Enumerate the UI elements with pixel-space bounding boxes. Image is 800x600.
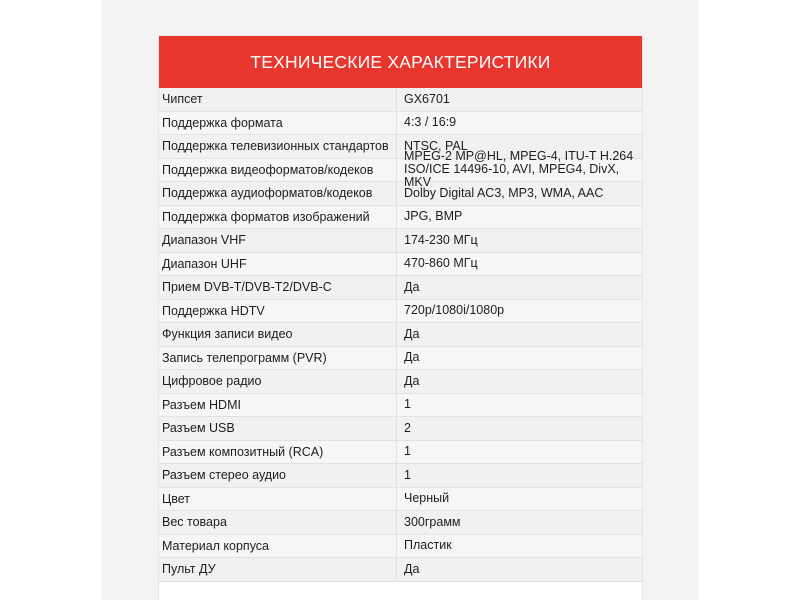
spec-row (159, 229, 642, 253)
spec-row (159, 300, 642, 324)
spec-value: JPG, BMP (404, 209, 463, 224)
spec-row (159, 558, 642, 582)
spec-row (159, 535, 642, 559)
spec-label: Поддержка формата (159, 112, 397, 135)
spec-row (159, 441, 642, 465)
spec-label: Поддержка видеоформатов/кодеков (159, 159, 397, 182)
specs-card (159, 36, 642, 600)
spec-row (159, 182, 642, 206)
spec-value: 470-860 МГц (404, 256, 478, 271)
spec-row (159, 394, 642, 418)
spec-value: Черный (404, 491, 450, 506)
spec-label: Диапазон VHF (159, 229, 397, 252)
spec-value: 4:3 / 16:9 (404, 115, 457, 130)
spec-row (159, 159, 642, 183)
spec-label: Вес товара (159, 511, 397, 534)
spec-value: 1 (404, 397, 411, 412)
spec-row (159, 464, 642, 488)
specs-table (159, 88, 642, 582)
spec-row (159, 488, 642, 512)
spec-label: Диапазон UHF (159, 253, 397, 276)
spec-label: Разъем композитный (RCA) (159, 441, 397, 464)
spec-value: GX6701 (404, 91, 450, 106)
spec-label: Функция записи видео (159, 323, 397, 346)
spec-label: Разъем стерео аудио (159, 464, 397, 487)
spec-value: 1 (404, 444, 411, 459)
spec-label: Цифровое радио (159, 370, 397, 393)
spec-label: Пульт ДУ (159, 558, 397, 581)
spec-label: Поддержка аудиоформатов/кодеков (159, 182, 397, 205)
spec-row (159, 347, 642, 371)
spec-value: Да (404, 561, 420, 576)
spec-value: 1 (404, 467, 411, 482)
spec-value: NTSC, PAL (404, 138, 468, 153)
spec-row (159, 253, 642, 277)
spec-label: Разъем HDMI (159, 394, 397, 417)
spec-value: Да (404, 279, 420, 294)
spec-label: Материал корпуса (159, 535, 397, 558)
spec-label: Прием DVB-T/DVB-T2/DVB-C (159, 276, 397, 299)
spec-value: 174-230 МГц (404, 232, 478, 247)
spec-label: Поддержка форматов изображений (159, 206, 397, 229)
spec-value: 300грамм (404, 514, 461, 529)
spec-label: Поддержка телевизионных стандартов (159, 135, 397, 158)
specs-title: ТЕХНИЧЕСКИЕ ХАРАКТЕРИСТИКИ (159, 36, 642, 88)
spec-row (159, 417, 642, 441)
spec-value: Да (404, 326, 420, 341)
spec-label: Запись телепрограмм (PVR) (159, 347, 397, 370)
spec-label: Цвет (159, 488, 397, 511)
spec-row (159, 88, 642, 112)
spec-row (159, 276, 642, 300)
spec-row (159, 206, 642, 230)
spec-value: Dolby Digital AC3, MP3, WMA, AAC (404, 185, 604, 200)
spec-row (159, 511, 642, 535)
spec-row (159, 370, 642, 394)
spec-value: Да (404, 350, 420, 365)
spec-value: Пластик (404, 538, 452, 553)
spec-value: 720p/1080i/1080p (404, 303, 505, 318)
spec-label: Разъем USB (159, 417, 397, 440)
spec-row (159, 112, 642, 136)
spec-label: Поддержка HDTV (159, 300, 397, 323)
spec-row (159, 323, 642, 347)
spec-value: Да (404, 373, 420, 388)
spec-value: ISO/ICE 14496-10, AVI, MPEG4, DivX, (404, 162, 620, 177)
spec-label: Чипсет (159, 88, 397, 111)
spec-value: 2 (404, 420, 411, 435)
